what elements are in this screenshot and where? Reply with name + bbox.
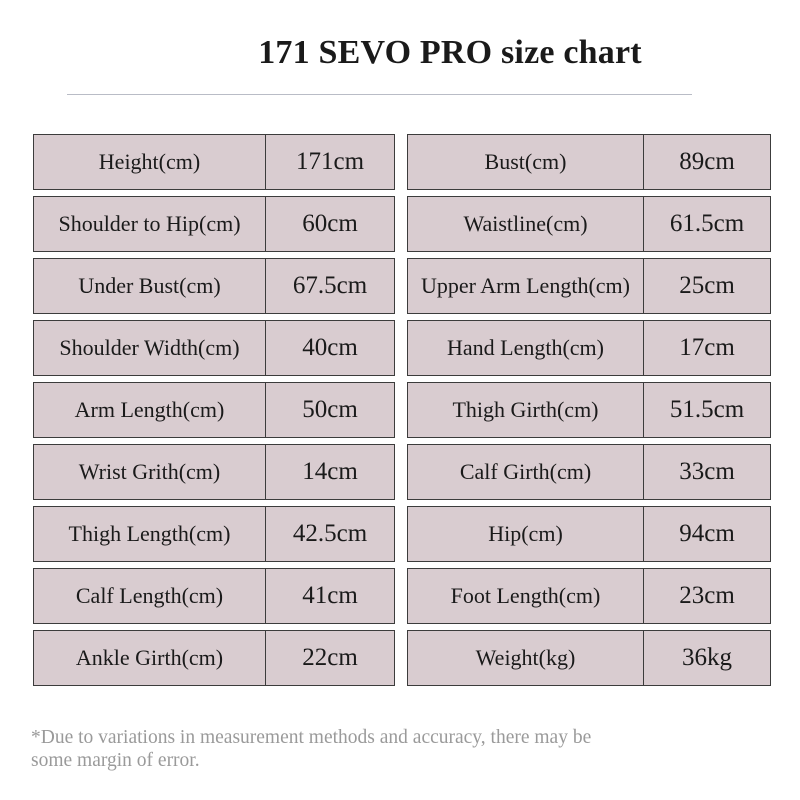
measurement-value: 61.5cm (669, 210, 745, 237)
page-title: 171 SEVO PRO size chart (258, 34, 642, 71)
measurement-value: 51.5cm (669, 396, 745, 423)
measurement-label: Calf Length(cm) (34, 569, 266, 623)
table-row (407, 320, 771, 376)
measurement-value: 25cm (679, 272, 735, 299)
measurement-label: Weight(kg) (408, 631, 644, 685)
table-row (407, 568, 771, 624)
table-row (33, 134, 395, 190)
measurement-label: Upper Arm Length(cm) (408, 259, 644, 313)
measurement-label: Calf Girth(cm) (408, 445, 644, 499)
measurement-value: 94cm (679, 520, 735, 547)
table-row (407, 196, 771, 252)
measurement-label: Arm Length(cm) (34, 383, 266, 437)
table-row (33, 444, 395, 500)
measurement-label: Ankle Girth(cm) (34, 631, 266, 685)
measurement-label: Hip(cm) (408, 507, 644, 561)
left-size-table (33, 134, 395, 686)
measurement-value: 23cm (679, 582, 735, 609)
measurement-label: Wrist Grith(cm) (34, 445, 266, 499)
table-row (407, 630, 771, 686)
right-size-table (407, 134, 771, 686)
table-row (33, 568, 395, 624)
measurement-value: 17cm (679, 334, 735, 361)
measurement-label: Hand Length(cm) (408, 321, 644, 375)
measurement-label: Shoulder Width(cm) (34, 321, 266, 375)
measurement-value: 33cm (679, 458, 735, 485)
table-row (33, 630, 395, 686)
footnote-line: some margin of error. (31, 750, 200, 771)
table-row (407, 134, 771, 190)
measurement-label: Height(cm) (34, 135, 266, 189)
measurement-label: Under Bust(cm) (34, 259, 266, 313)
measurement-value: 42.5cm (292, 520, 368, 547)
table-row (33, 196, 395, 252)
measurement-value: 50cm (302, 396, 358, 423)
measurement-value: 36kg (682, 644, 732, 671)
table-row (33, 320, 395, 376)
table-row (407, 444, 771, 500)
measurement-value: 22cm (302, 644, 358, 671)
measurement-value: 60cm (302, 210, 358, 237)
table-row (407, 258, 771, 314)
measurement-label: Thigh Length(cm) (34, 507, 266, 561)
measurement-value: 171cm (295, 148, 365, 175)
measurement-label: Waistline(cm) (408, 197, 644, 251)
table-row (407, 382, 771, 438)
table-row (33, 382, 395, 438)
measurement-value: 89cm (679, 148, 735, 175)
measurement-label: Bust(cm) (408, 135, 644, 189)
measurement-value: 41cm (302, 582, 358, 609)
measurement-label: Shoulder to Hip(cm) (34, 197, 266, 251)
table-row (33, 506, 395, 562)
measurement-value: 40cm (302, 334, 358, 361)
measurement-value: 67.5cm (292, 272, 368, 299)
measurement-value: 14cm (302, 458, 358, 485)
table-row (407, 506, 771, 562)
measurement-label: Thigh Girth(cm) (408, 383, 644, 437)
footnote-line: *Due to variations in measurement methods and accuracy, there may be (31, 727, 592, 748)
table-row (33, 258, 395, 314)
footnote (31, 726, 731, 772)
measurement-label: Foot Length(cm) (408, 569, 644, 623)
title-divider (67, 94, 692, 95)
